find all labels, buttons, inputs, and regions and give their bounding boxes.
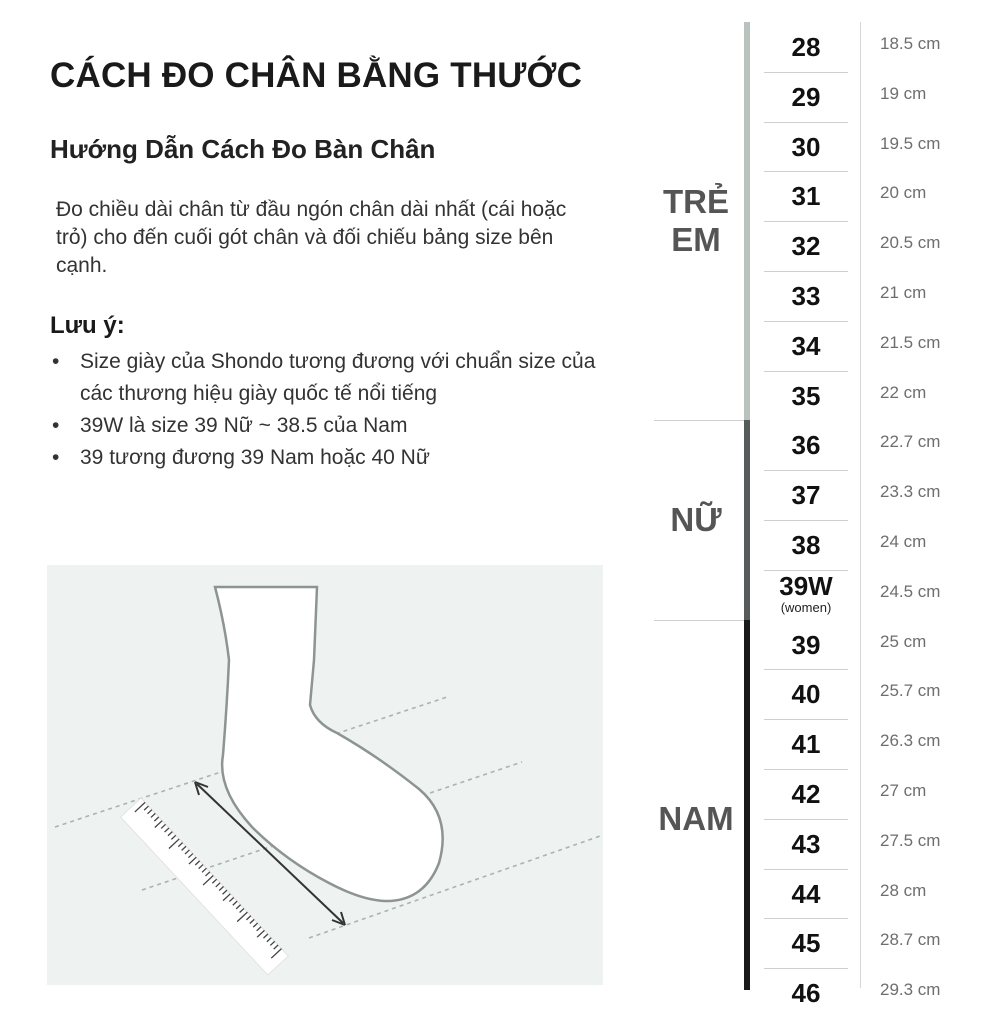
- row-divider: [764, 520, 848, 521]
- size-value: 41: [791, 729, 821, 760]
- size-row: [764, 271, 860, 320]
- size-row: [764, 620, 860, 669]
- size-row: [764, 321, 860, 370]
- size-value: 37: [791, 480, 821, 511]
- row-divider: [764, 221, 848, 222]
- size-value: 31: [791, 181, 821, 212]
- row-divider: [764, 271, 848, 272]
- size-value: 44: [791, 878, 821, 909]
- size-value: 39: [791, 629, 821, 660]
- group-bar: [744, 420, 750, 619]
- foot-measuring-ruler-icon: [47, 565, 603, 985]
- size-value: 39W: [779, 570, 833, 601]
- size-value: 46: [791, 978, 821, 1009]
- section-subtitle: Hướng Dẫn Cách Đo Bàn Chân: [50, 134, 436, 164]
- size-row: [764, 122, 860, 171]
- foot-length-cm: 22.7 cm: [880, 432, 941, 452]
- size-row: [764, 570, 860, 619]
- foot-length-cm: 22 cm: [880, 382, 927, 402]
- size-row: [764, 869, 860, 918]
- measure-description: Đo chiều dài chân từ đầu ngón chân dài nhất (cái hoặc trỏ) cho đến cuối gót chân và đối chiếu bảng size bên cạnh.: [56, 198, 567, 277]
- column-divider: [860, 22, 861, 988]
- row-divider: [764, 819, 848, 820]
- size-value: 36: [791, 430, 821, 461]
- note-item: • Size giày của Shondo tương đương với chuẩn size của các thương hiệu giày quốc tế nổi tiếng: [50, 346, 610, 410]
- row-divider: [764, 719, 848, 720]
- row-divider: [764, 470, 848, 471]
- foot-length-cm: 23.3 cm: [880, 482, 941, 502]
- foot-length-cm: 19.5 cm: [880, 133, 941, 153]
- note-item: • 39W là size 39 Nữ ~ 38.5 của Nam: [50, 410, 610, 442]
- foot-length-cm: 28.7 cm: [880, 930, 941, 950]
- row-divider: [764, 321, 848, 322]
- size-value: 35: [791, 380, 821, 411]
- size-note: (women): [780, 599, 832, 615]
- size-row: [764, 968, 860, 1017]
- size-row: [764, 171, 860, 220]
- foot-length-cm: 27 cm: [880, 781, 927, 800]
- size-value: 45: [791, 928, 821, 959]
- foot-length-cm: 24 cm: [880, 532, 927, 551]
- group-divider: [654, 620, 750, 621]
- size-value: 32: [791, 231, 821, 262]
- size-row: [764, 669, 860, 718]
- size-row: [764, 470, 860, 519]
- row-divider: [764, 72, 848, 73]
- group-divider: [654, 420, 750, 421]
- foot-length-cm: 25.7 cm: [880, 681, 941, 701]
- note-list: [50, 346, 610, 474]
- size-row: [764, 22, 860, 71]
- size-value: 34: [791, 330, 821, 361]
- group-label: NỮ: [670, 501, 722, 538]
- foot-length-cm: 20 cm: [880, 183, 927, 203]
- note-item: • 39 tương đương 39 Nam hoặc 40 Nữ: [50, 442, 610, 474]
- size-row: [764, 769, 860, 818]
- size-value: 40: [791, 679, 821, 710]
- size-value: 29: [791, 81, 821, 112]
- group-bar: [744, 620, 750, 990]
- size-row: [764, 819, 860, 868]
- size-row: [764, 420, 860, 469]
- row-divider: [764, 869, 848, 870]
- size-value: 42: [791, 779, 821, 809]
- row-divider: [764, 918, 848, 919]
- page-title: CÁCH ĐO CHÂN BẰNG THƯỚC: [50, 56, 583, 95]
- size-row: [764, 72, 860, 121]
- foot-length-cm: 21 cm: [880, 283, 927, 302]
- row-divider: [764, 171, 848, 172]
- row-divider: [764, 570, 848, 571]
- group-label: TRẺ EM: [663, 183, 729, 259]
- foot-length-cm: 20.5 cm: [880, 233, 941, 253]
- size-row: [764, 371, 860, 420]
- row-divider: [764, 769, 848, 770]
- foot-length-cm: 25 cm: [880, 631, 927, 651]
- foot-length-cm: 19 cm: [880, 83, 927, 103]
- size-value: 33: [791, 281, 821, 311]
- size-value: 30: [791, 131, 821, 162]
- size-value: 28: [791, 32, 821, 62]
- note-label: Lưu ý:: [50, 312, 125, 339]
- row-divider: [764, 669, 848, 670]
- row-divider: [764, 122, 848, 123]
- size-row: [764, 719, 860, 768]
- foot-length-cm: 24.5 cm: [880, 581, 941, 601]
- foot-length-cm: 18.5 cm: [880, 34, 941, 53]
- size-row: [764, 221, 860, 270]
- foot-length-cm: 21.5 cm: [880, 332, 941, 352]
- row-divider: [764, 371, 848, 372]
- group-bar: [744, 22, 750, 420]
- foot-length-cm: 29.3 cm: [880, 980, 941, 1000]
- foot-length-cm: 26.3 cm: [880, 731, 941, 751]
- group-label: NAM: [658, 799, 734, 837]
- size-value: 38: [791, 530, 821, 560]
- size-row: [764, 520, 860, 569]
- foot-length-cm: 27.5 cm: [880, 830, 941, 850]
- row-divider: [764, 968, 848, 969]
- size-row: [764, 918, 860, 967]
- foot-length-cm: 28 cm: [880, 880, 927, 900]
- size-value: 43: [791, 828, 821, 859]
